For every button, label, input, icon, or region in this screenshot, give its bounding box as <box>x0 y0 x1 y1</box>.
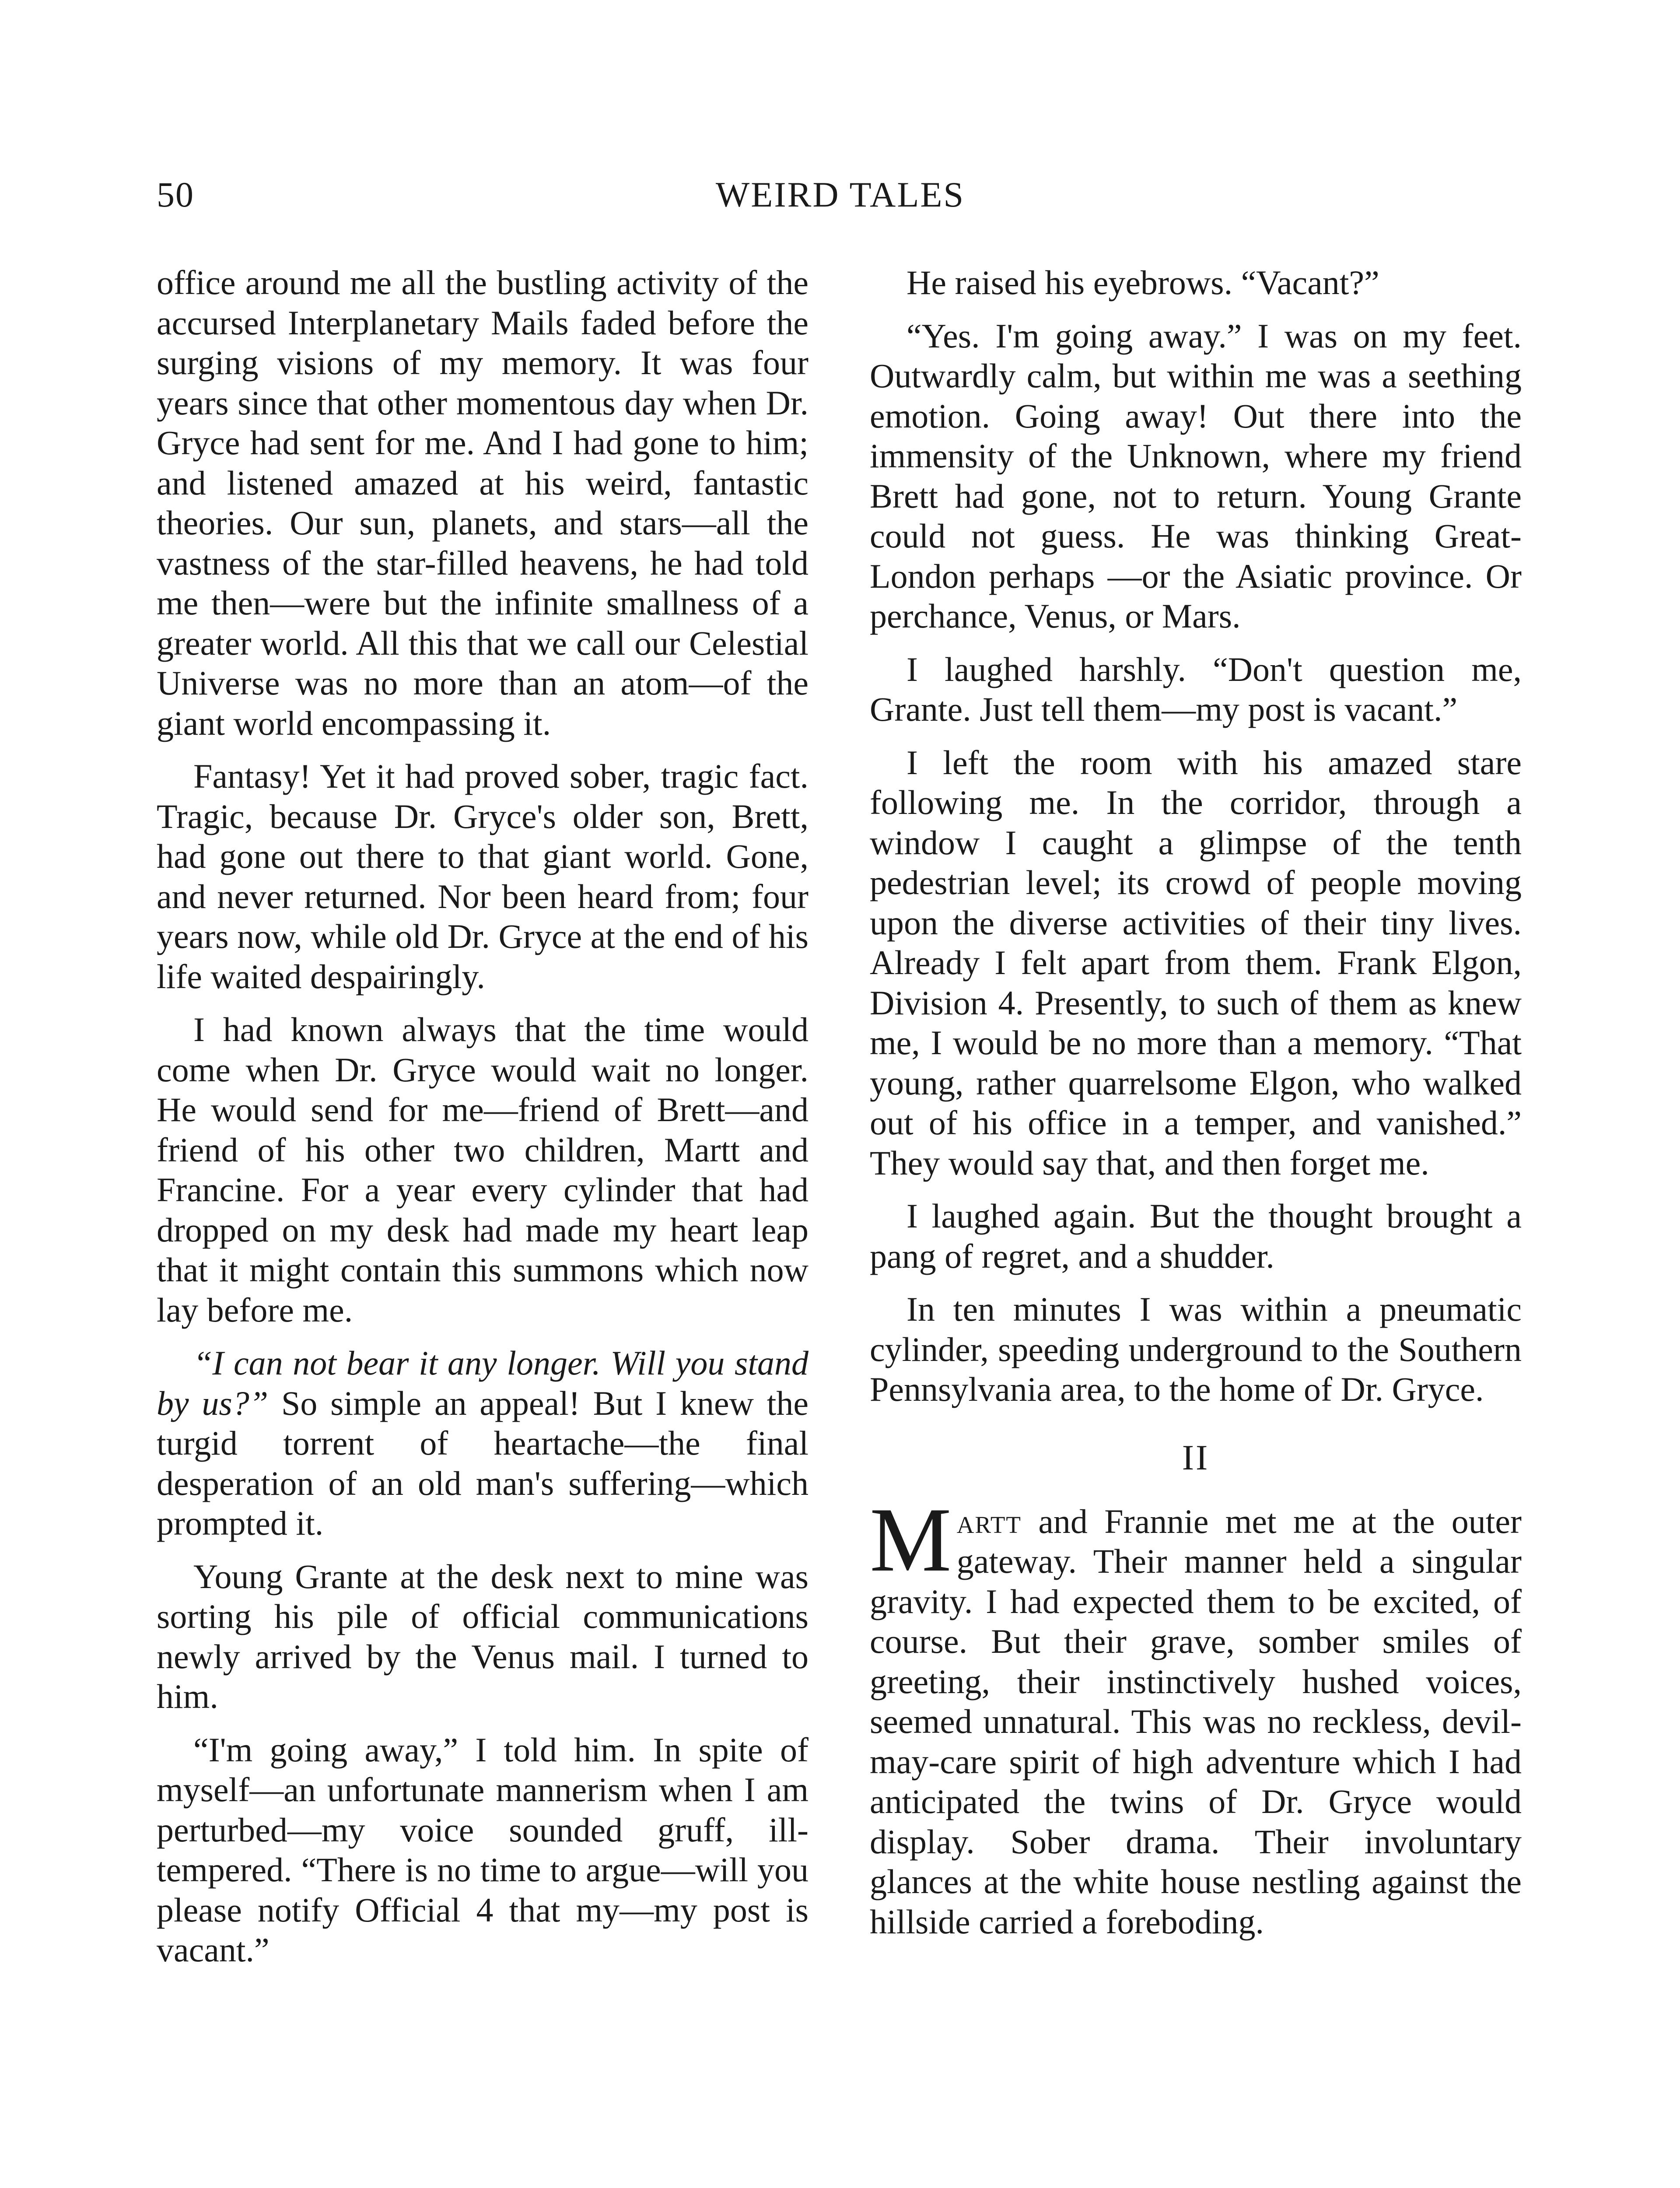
running-head: WEIRD TALES <box>715 175 965 214</box>
paragraph: I laughed harshly. “Don't question me, Grante. Just tell them—my post is vacant.” <box>870 650 1522 728</box>
paragraph: Young Grante at the desk next to mine was sorting his pile of official communications newly arrived by the Venus mail. I turned to him. <box>157 1557 808 1715</box>
paragraph-text: So simple an appeal! But I knew the turgid torrent of heartache—the final desperation of an old man's suffering—which prompted it. <box>157 1384 809 1542</box>
paragraph <box>870 1489 1522 1942</box>
page-number: 50 <box>157 175 194 214</box>
page-header <box>157 173 1524 225</box>
italic-quote: “I can not bear it any longer. Will you stand by us?” <box>157 1344 808 1422</box>
small-caps-lead: artt <box>956 1502 1022 1540</box>
paragraph: I laughed again. But the thought brought a pang of regret, and a shudder. <box>870 1197 1522 1275</box>
paragraph <box>157 1343 808 1543</box>
drop-cap: M <box>870 1489 952 1591</box>
paragraph: I had known always that the time would come when Dr. Gryce would wait no longer. He would send for me—friend of Brett—and friend of his other two children, Martt and Francine. For a year every cylinder that had dropped on my desk had made my heart leap that it might contain this summons which now lay before me. <box>157 1010 808 1329</box>
paragraph: “Yes. I'm going away.” I was on my feet. Outwardly calm, but within me was a seething emotion. Going away! Out there into the immensity of the Unknown, where my friend Brett had gone, not to return. Young Grante could not guess. He was thinking Great-London perhaps —or the Asiatic province. Or perchance, Venus, or Mars. <box>870 316 1522 635</box>
paragraph-text: and Frannie met me at the outer gateway. Their manner held a singular gravity. I had expected them to be excited, of course. But their grave, somber smiles of greeting, their instinctively hushed voices, seemed unnatural. This was no reckless, devil-may-care spirit of high adventure which I had anticipated the twins of Dr. Gryce would display. Sober drama. Their involuntary glances at the white house nestling against the hillside carried a foreboding. <box>870 1502 1522 1941</box>
paragraph: “I'm going away,” I told him. In spite of myself—an unfortunate mannerism when I am perturbed—my voice sounded gruff, ill-tempered. “There is no time to argue—will you please notify Official 4 that my—my post is vacant.” <box>157 1730 808 1969</box>
paragraph: office around me all the bustling activity of the accursed Interplanetary Mails faded before the surging visions of my memory. It was four years since that other momentous day when Dr. Gryce had sent for me. And I had gone to him; and listened amazed at his weird, fantastic theories. Our sun, planets, and stars—all the vastness of the star-filled heavens, he had told me then—were but the infinite smallness of a greater world. All this that we call our Celestial Universe was no more than an atom—of the giant world encompassing it. <box>157 263 808 742</box>
right-column <box>870 263 1522 1942</box>
paragraph: He raised his eyebrows. “Vacant?” <box>906 263 1379 302</box>
section-heading: II <box>1182 1437 1210 1477</box>
paragraph: Fantasy! Yet it had proved sober, tragic fact. Tragic, because Dr. Gryce's older son, Brett, had gone out there to that giant world. Gone, and never returned. Nor been heard from; four years now, while old Dr. Gryce at the end of his life waited despairingly. <box>157 757 808 996</box>
left-column <box>157 263 808 1983</box>
paragraph: I left the room with his amazed stare following me. In the corridor, through a window I caught a glimpse of the tenth pedestrian level; its crowd of people moving upon the diverse activities of their tiny lives. Already I felt apart from them. Frank Elgon, Division 4. Presently, to such of them as knew me, I would be no more than a memory. “That young, rather quarrelsome Elgon, who walked out of his office in a temper, and vanished.” They would say that, and then forget me. <box>870 743 1522 1182</box>
paragraph: In ten minutes I was within a pneumatic cylinder, speeding underground to the Southern Pennsylvania area, to the home of Dr. Gryce. <box>870 1290 1522 1408</box>
